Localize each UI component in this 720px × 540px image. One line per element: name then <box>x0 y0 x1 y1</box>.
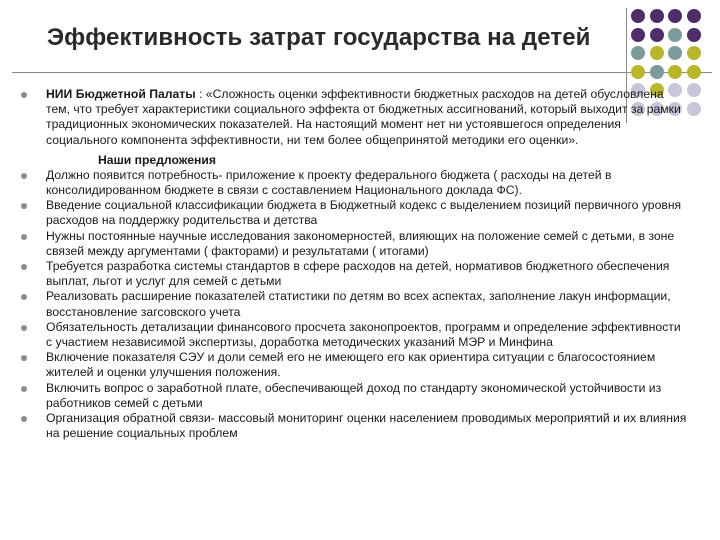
decorative-dot <box>668 28 682 42</box>
decorative-dot <box>687 46 701 60</box>
bullet-icon <box>21 264 27 270</box>
bullet-icon <box>21 325 27 331</box>
intro-paragraph <box>18 87 688 148</box>
bullet-icon <box>21 355 27 361</box>
decorative-dot <box>631 65 645 79</box>
bullet-icon <box>21 173 27 179</box>
list-item: Введение социальной классификации бюджета в Бюджетный кодекс с выделением позиций первичного уровня расходов на поддержку родительства и детства <box>18 198 688 228</box>
decorative-dot <box>650 9 664 23</box>
decorative-dot <box>668 65 682 79</box>
decorative-dot <box>668 9 682 23</box>
bullet-icon <box>21 386 27 392</box>
horizontal-divider <box>12 72 712 73</box>
list-item: Обязательность детализации финансового просчета законопроектов, программ и определение эффективности с участием независимой экспертизы, доработка методических указаний МЭР и Минфина <box>18 320 688 350</box>
decorative-dot <box>631 9 645 23</box>
decorative-dot <box>687 102 701 116</box>
slide-body <box>18 87 688 441</box>
decorative-dot <box>650 46 664 60</box>
bullet-icon <box>21 203 27 209</box>
slide-title: Эффективность затрат государства на детей <box>47 24 591 51</box>
decorative-dot <box>687 83 701 97</box>
decorative-dot <box>687 28 701 42</box>
proposals-heading: Наши предложения <box>98 152 217 167</box>
decorative-dot <box>631 46 645 60</box>
list-item: Реализовать расширение показателей статистики по детям во всех аспектах, заполнение лакун информации, восстановление загсовского учета <box>18 289 688 319</box>
decorative-dot <box>631 28 645 42</box>
list-item: Организация обратной связи- массовый мониторинг оценки населением проводимых мероприятий и их влияния на решение социальных проблем <box>18 411 688 441</box>
bullet-icon <box>21 92 27 98</box>
list-item: Включение показателя СЭУ и доли семей его не имеющего его как ориентира ситуации с благосостоянием жителей и оценки улучшения положения. <box>18 350 688 380</box>
intro-lead: НИИ Бюджетной Палаты <box>46 87 196 101</box>
list-item: Должно появится потребность- приложение к проекту федерального бюджета ( расходы на детей в консолидированном бюджете в связи с составлением Национального доклада ФС). <box>18 168 688 198</box>
decorative-dot <box>650 28 664 42</box>
decorative-dot <box>687 9 701 23</box>
list-item: Требуется разработка системы стандартов в сфере расходов на детей, нормативов бюджетного обеспечения выплат, льгот и услуг для семей с детьми <box>18 259 688 289</box>
decorative-dot <box>668 46 682 60</box>
bullet-icon <box>21 234 27 240</box>
bullet-icon <box>21 416 27 422</box>
list-item: Нужны постоянные научные исследования закономерностей, влияющих на положение семей с детьми, в зоне связей между аргументами ( факторами) и результатами ( итогами) <box>18 229 688 259</box>
bullet-icon <box>21 294 27 300</box>
list-item: Включить вопрос о заработной плате, обеспечивающей доход по стандарту экономической устойчивости из работников семей с детьми <box>18 381 688 411</box>
decorative-dot <box>687 65 701 79</box>
decorative-dot <box>650 65 664 79</box>
intro-text: : «Сложность оценки эффективности бюджетных расходов на детей обусловлена тем, что требует характеристики социального эффекта от бюджетных ассигнований, который выходит за рамки традиционных экономических показателей. На настоящий момент нет ни устоявшегося определения социального компонента эффективности, ни тем более общепринятой методики его оценки». <box>46 87 681 147</box>
proposals-list <box>18 168 688 442</box>
